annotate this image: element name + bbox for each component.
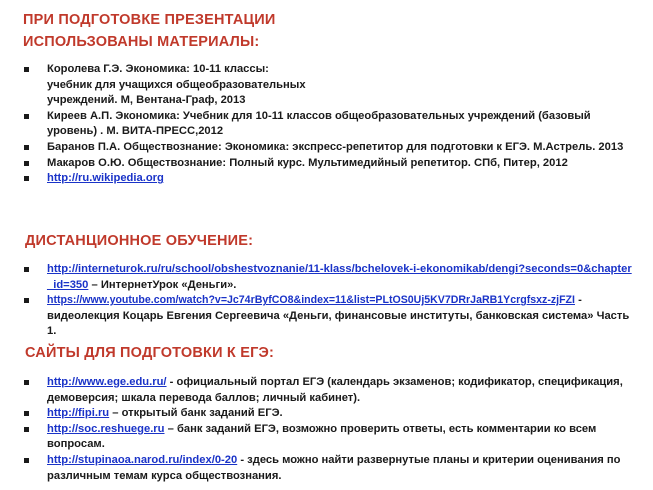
list-item — [0, 140, 637, 156]
list-item — [0, 453, 637, 484]
stupinaoa-link[interactable]: http://stupinaoa.narod.ru/index/0-20 — [47, 453, 238, 466]
bullet-icon — [24, 380, 29, 385]
exam-list — [0, 375, 637, 484]
materials-list — [0, 62, 637, 187]
list-item — [0, 156, 637, 172]
heading-materials-line1: ПРИ ПОДГОТОВКЕ ПРЕЗЕНТАЦИИ — [23, 12, 276, 28]
bullet-icon — [24, 176, 29, 181]
bullet-icon — [24, 67, 29, 72]
bullet-icon — [24, 145, 29, 150]
interneturok-link[interactable]: http://interneturok.ru/ru/school/obshestvoznanie/11-klass/bchelovek-i-ekonomikab/dengi?seconds=0&chapter_id=350 — [47, 263, 632, 291]
list-item — [0, 109, 637, 140]
fipi-link[interactable]: http://fipi.ru — [47, 407, 110, 420]
list-item — [0, 262, 637, 293]
bullet-icon — [24, 161, 29, 166]
list-item — [0, 406, 637, 422]
bullet-icon — [24, 267, 29, 272]
stupinaoa-desc: - здесь можно найти развернутые планы и критерии оценивания по различным темам курса обществознания. — [47, 453, 621, 482]
reshuege-desc: – банк заданий ЕГЭ, возможно проверить ответы, есть комментарии ко всем вопросам. — [47, 422, 597, 451]
material-text: Баранов П.А. Обществознание: Экономика: экспресс-репетитор для подготовки к ЕГЭ. М.Астрель. 2013 — [47, 140, 624, 153]
heading-materials-line2: ИСПОЛЬЗОВАНЫ МАТЕРИАЛЫ: — [23, 34, 260, 50]
bullet-icon — [24, 411, 29, 416]
heading-distance: ДИСТАНЦИОННОЕ ОБУЧЕНИЕ: — [25, 233, 254, 249]
bullet-icon — [24, 114, 29, 119]
bullet-icon — [24, 427, 29, 432]
fipi-desc: – открытый банк заданий ЕГЭ. — [109, 407, 283, 420]
material-text: Киреев А.П. Экономика: Учебник для 10-11 классов общеобразовательных учреждений (базовый уровень) . М. ВИТА-ПРЕСС,2012 — [47, 109, 591, 138]
youtube-desc: - видеолекция Коцарь Евгения Сергеевича «Деньги, финансовые институты, банковская система» Часть 1. — [47, 294, 630, 338]
distance-list — [0, 262, 637, 340]
list-item — [0, 375, 637, 406]
ege-desc: - официальный портал ЕГЭ (календарь экзаменов; кодификатор, спецификация, демоверсия; шкала перевода баллов; личный кабинет). — [47, 376, 623, 404]
ege-link[interactable]: http://www.ege.edu.ru/ — [47, 376, 167, 388]
heading-exam: САЙТЫ ДЛЯ ПОДГОТОВКИ К ЕГЭ: — [25, 345, 275, 361]
youtube-link[interactable]: https://www.youtube.com/watch?v=Jc74rByfCO8&index=11&list=PLtOS0Uj5KV7DRrJaRB1Ycrgfsxz-zjFZI — [47, 294, 575, 307]
list-item — [0, 62, 637, 109]
bullet-icon — [24, 458, 29, 463]
bullet-icon — [24, 298, 29, 303]
reshuege-link[interactable]: http://soc.reshuege.ru — [47, 422, 165, 435]
list-item — [0, 293, 637, 340]
interneturok-desc: – ИнтернетУрок «Деньги». — [88, 278, 237, 291]
list-item — [0, 171, 637, 187]
list-item — [0, 422, 637, 453]
material-text: Макаров О.Ю. Обществознание: Полный курс. Мультимедийный репетитор. СПб, Питер, 2012 — [47, 156, 568, 169]
material-text: Королева Г.Э. Экономика: 10-11 классы: учебник для учащихся общеобразовательных учреждений. М, Вентана-Граф, 2013 — [47, 63, 306, 107]
wikipedia-link[interactable]: http://ru.wikipedia.org — [47, 172, 164, 185]
